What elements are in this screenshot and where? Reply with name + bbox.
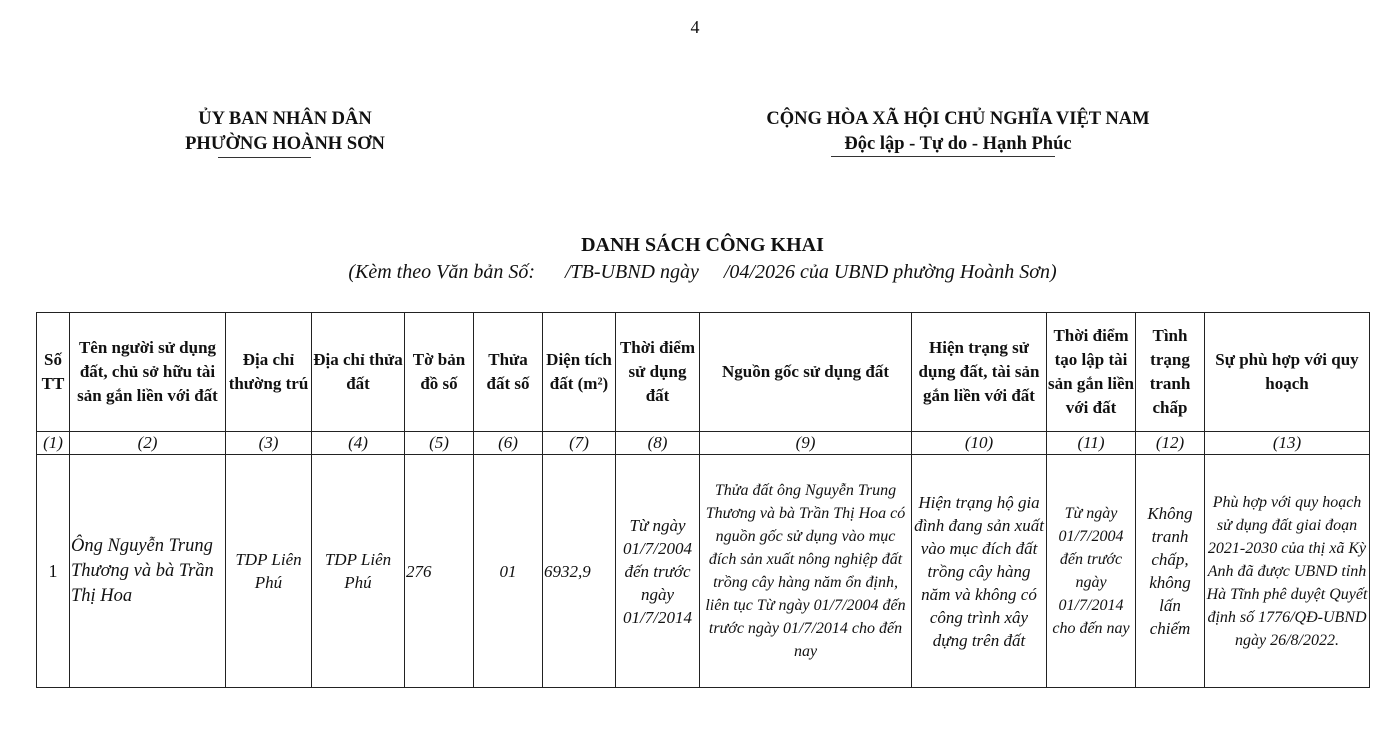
header-cell: Thửa đất số (474, 313, 543, 432)
header-cell: Tờ bản đồ số (405, 313, 474, 432)
owner-name: Ông Nguyễn Trung Thương và bà Trần Thị Hoa (70, 455, 226, 688)
column-number: (4) (312, 432, 405, 455)
column-number: (2) (70, 432, 226, 455)
land-use-time: Từ ngày 01/7/2004 đến trước ngày 01/7/2014 (616, 455, 700, 688)
dispute-status: Không tranh chấp, không lấn chiếm (1136, 455, 1205, 688)
column-number: (8) (616, 432, 700, 455)
header-row (37, 313, 1370, 432)
column-number: (13) (1205, 432, 1370, 455)
document-subtitle (0, 261, 1395, 284)
column-number: (10) (912, 432, 1047, 455)
subtitle-text: (Kèm theo Văn bản Số: /TB-UBND ngày /04/2026 của UBND phường Hoành Sơn) (348, 261, 1057, 283)
parcel-address: TDP Liên Phú (312, 455, 405, 688)
land-list-table (36, 312, 1370, 688)
map-sheet-number: 276 (405, 455, 474, 688)
header-cell: Tình trạng tranh chấp (1136, 313, 1205, 432)
authority-underline (218, 157, 311, 158)
land-area: 6932,9 (543, 455, 616, 688)
national-motto (708, 107, 1208, 157)
header-cell: Nguồn gốc sử dụng đất (700, 313, 912, 432)
column-number: (5) (405, 432, 474, 455)
authority-line1: ỦY BAN NHÂN DÂN (198, 109, 372, 129)
column-number: (9) (700, 432, 912, 455)
column-number: (11) (1047, 432, 1136, 455)
row-number: 1 (37, 455, 70, 688)
country-name: CỘNG HÒA XÃ HỘI CHỦ NGHĨA VIỆT NAM (766, 109, 1150, 129)
column-number-row (37, 432, 1370, 455)
planning-conformity: Phù hợp với quy hoạch sử dụng đất giai đoạn 2021-2030 của thị xã Kỳ Anh đã được UBND tỉnh Hà Tĩnh phê duyệt Quyết định số 1776/QĐ-UBND ngày 26/8/2022. (1205, 455, 1370, 688)
header-cell: Sự phù hợp với quy hoạch (1205, 313, 1370, 432)
header-cell: Tên người sử dụng đất, chủ sở hữu tài sản gắn liền với đất (70, 313, 226, 432)
column-number: (1) (37, 432, 70, 455)
document-title: DANH SÁCH CÔNG KHAI (581, 234, 824, 256)
header-cell: Hiện trạng sử dụng đất, tài sản gắn liền với đất (912, 313, 1047, 432)
current-use-status: Hiện trạng hộ gia đình đang sản xuất vào mục đích đất trồng cây hàng năm và không có công trình xây dựng trên đất (912, 455, 1047, 688)
header-cell: Thời điểm sử dụng đất (616, 313, 700, 432)
table-row (37, 455, 1370, 688)
header-cell: Thời điểm tạo lập tài sản gắn liền với đất (1047, 313, 1136, 432)
asset-creation-time: Từ ngày 01/7/2004 đến trước ngày 01/7/2014 cho đến nay (1047, 455, 1136, 688)
header-cell: Địa chỉ thường trú (226, 313, 312, 432)
parcel-number: 01 (474, 455, 543, 688)
land-use-origin: Thửa đất ông Nguyễn Trung Thương và bà Trần Thị Hoa có nguồn gốc sử dụng vào mục đích sản xuất nông nghiệp đất trồng cây hàng năm ổn định, liên tục Từ ngày 01/7/2004 đến trước ngày 01/7/2014 cho đến nay (700, 455, 912, 688)
motto: Độc lập - Tự do - Hạnh Phúc (844, 134, 1072, 154)
motto-underline (831, 156, 1055, 157)
issuing-authority (140, 107, 430, 157)
column-number: (7) (543, 432, 616, 455)
permanent-address: TDP Liên Phú (226, 455, 312, 688)
column-number: (3) (226, 432, 312, 455)
header-cell: Địa chỉ thửa đất (312, 313, 405, 432)
column-number: (6) (474, 432, 543, 455)
page-number: 4 (690, 17, 700, 37)
column-number: (12) (1136, 432, 1205, 455)
header-cell: Diện tích đất (m²) (543, 313, 616, 432)
authority-line2: PHƯỜNG HOÀNH SƠN (185, 134, 385, 154)
header-cell: Số TT (37, 313, 70, 432)
